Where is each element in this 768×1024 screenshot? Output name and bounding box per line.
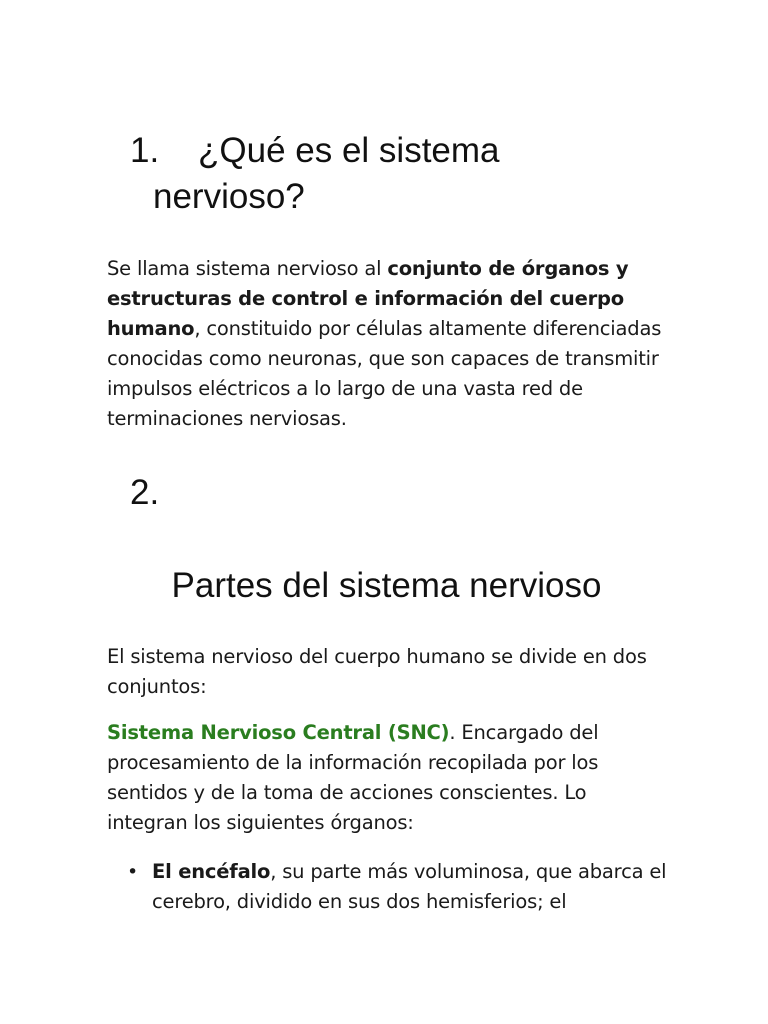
- list-item-bold: El encéfalo: [152, 860, 271, 883]
- snc-label: Sistema Nervioso Central (SNC): [107, 721, 450, 744]
- section-2-intro: El sistema nervioso del cuerpo humano se divide en dos conjuntos:: [107, 645, 647, 698]
- organ-list: [107, 857, 667, 917]
- paragraph-bold-definition: conjunto de órganos y estructuras de control e información del cuerpo humano: [107, 257, 629, 340]
- section-1-heading: [130, 128, 670, 220]
- list-item: [107, 857, 667, 917]
- section-2-number: 2.: [130, 473, 160, 512]
- section-1-title-line2: nervioso?: [153, 177, 305, 216]
- list-item-text: , su parte más voluminosa, que abarca el cerebro, dividido en sus dos hemisferios; el: [152, 860, 667, 913]
- snc-text: . Encargado del procesamiento de la información recopilada por los sentidos y de la toma de acciones conscientes. Lo integran los siguientes órganos:: [107, 721, 599, 834]
- section-1-title-line1: ¿Qué es el sistema: [198, 131, 500, 170]
- section-2-title: Partes del sistema nervioso: [171, 566, 602, 605]
- paragraph-rest: , constituido por células altamente diferenciadas conocidas como neuronas, que son capaces de transmitir impulsos eléctricos a lo largo de una vasta red de terminaciones nerviosas.: [107, 317, 662, 430]
- section-1-number: 1.: [130, 131, 160, 170]
- section-1-paragraph: [107, 254, 667, 434]
- bullet-marker: •: [127, 861, 139, 883]
- paragraph-intro: Se llama sistema nervioso al: [107, 257, 388, 280]
- snc-paragraph: [107, 718, 667, 838]
